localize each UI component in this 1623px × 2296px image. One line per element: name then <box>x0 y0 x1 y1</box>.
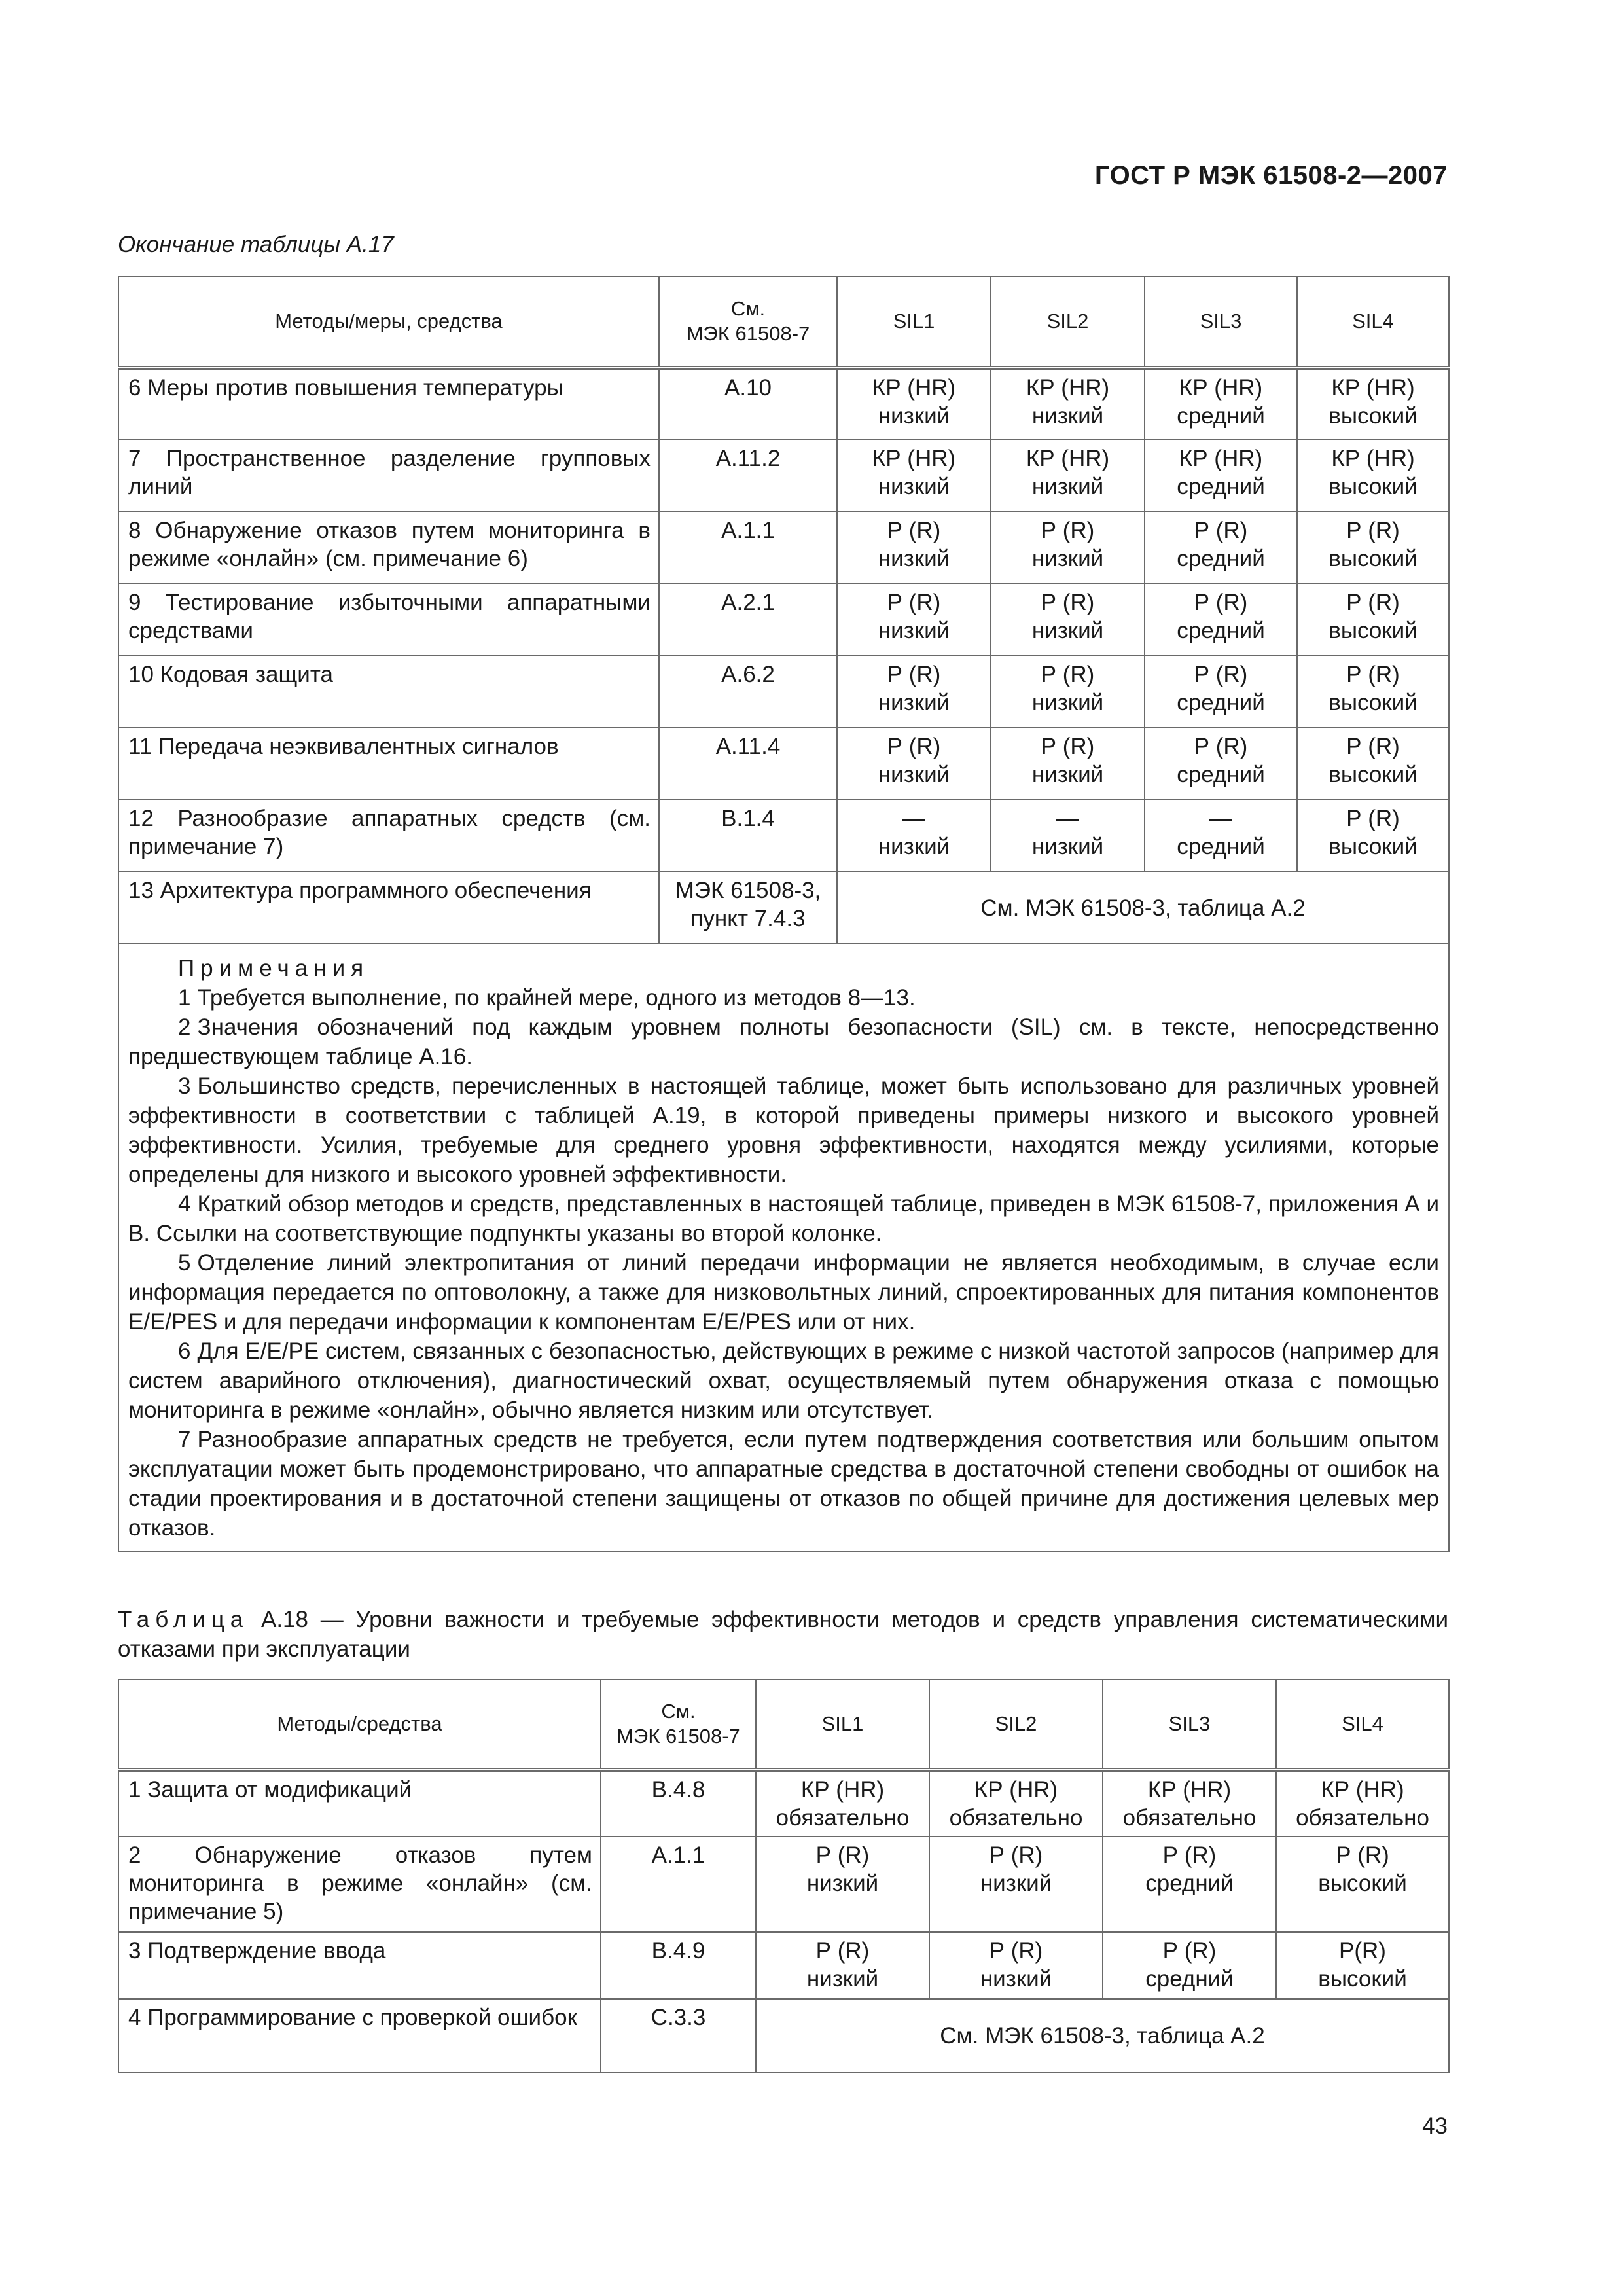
reference-cell: В.4.9 <box>601 1932 756 1999</box>
recommendation-code: Р (R) <box>1041 734 1095 759</box>
note-item <box>128 1248 1439 1336</box>
reference-cell: А.10 <box>659 368 837 440</box>
sil3-cell <box>1145 584 1297 656</box>
table-a18-caption-word: Таблица <box>118 1607 249 1632</box>
recommendation-code: Р (R) <box>1041 518 1095 543</box>
effectiveness-level: высокий <box>1329 618 1418 643</box>
effectiveness-level: обязательно <box>1296 1805 1429 1831</box>
recommendation-code: Р (R) <box>1041 590 1095 615</box>
note-text: Краткий обзор методов и средств, представленных в настоящей таблице, приведен в МЭК 61508-7, приложения А и В. Ссылки на соответствующие подпункты указаны во второй колонке. <box>128 1191 1439 1246</box>
page-number: 43 <box>1422 2113 1448 2139</box>
method-cell: 13 Архитектура программного обеспечения <box>118 872 659 944</box>
method-cell: 8 Обнаружение отказов путем мониторинга в режиме «онлайн» (см. примечание 6) <box>118 512 659 584</box>
header-sil2: SIL2 <box>991 276 1145 368</box>
header-row <box>118 1679 1449 1770</box>
sil1-cell <box>837 584 991 656</box>
recommendation-code: КР (HR) <box>1331 446 1415 471</box>
effectiveness-level: низкий <box>806 1966 879 1992</box>
reference-cell: А.11.2 <box>659 440 837 512</box>
reference-line2: пункт 7.4.3 <box>690 906 806 931</box>
effectiveness-level: обязательно <box>1122 1805 1257 1831</box>
method-cell: 9 Тестирование избыточными аппаратными средствами <box>118 584 659 656</box>
header-reference <box>601 1679 756 1770</box>
table-a18-caption <box>118 1605 1448 1664</box>
sil2-cell <box>991 368 1145 440</box>
recommendation-code: Р (R) <box>1194 734 1248 759</box>
recommendation-code: КР (HR) <box>872 446 956 471</box>
sil3-cell <box>1103 1837 1276 1932</box>
effectiveness-level: средний <box>1177 690 1265 715</box>
method-cell: 6 Меры против повышения температуры <box>118 368 659 440</box>
effectiveness-level: средний <box>1177 618 1265 643</box>
sil3-cell <box>1145 440 1297 512</box>
recommendation-code: — <box>1056 806 1079 831</box>
recommendation-code: Р (R) <box>887 590 941 615</box>
effectiveness-level: средний <box>1145 1966 1234 1992</box>
effectiveness-level: низкий <box>806 1871 879 1896</box>
sil1-cell <box>756 1837 929 1932</box>
method-cell: 11 Передача неэквивалентных сигналов <box>118 728 659 800</box>
recommendation-code: КР (HR) <box>1026 446 1110 471</box>
sil4-cell <box>1297 440 1449 512</box>
note-number: 6 <box>178 1338 191 1364</box>
method-cell: 12 Разнообразие аппаратных средств (см. примечание 7) <box>118 800 659 872</box>
reference-cell: В.4.8 <box>601 1770 756 1837</box>
effectiveness-level: низкий <box>878 546 950 571</box>
method-cell: 3 Подтверждение ввода <box>118 1932 601 1999</box>
reference-cell: А.11.4 <box>659 728 837 800</box>
notes-row <box>118 944 1449 1551</box>
effectiveness-level: высокий <box>1329 690 1418 715</box>
sil4-cell <box>1297 512 1449 584</box>
recommendation-code: Р (R) <box>887 734 941 759</box>
sil2-cell <box>991 584 1145 656</box>
recommendation-code: КР (HR) <box>974 1777 1058 1803</box>
table-row <box>118 800 1449 872</box>
effectiveness-level: низкий <box>1031 546 1104 571</box>
sil1-cell <box>837 440 991 512</box>
header-reference-line1: См. <box>661 1700 696 1723</box>
table-a18-caption-text: А.18 — Уровни важности и требуемые эффективности методов и средств управления систематическими отказами при эксплуатации <box>118 1607 1448 1662</box>
effectiveness-level: высокий <box>1329 762 1418 787</box>
reference-cell: С.3.3 <box>601 1999 756 2072</box>
header-sil1: SIL1 <box>756 1679 929 1770</box>
effectiveness-level: низкий <box>1031 403 1104 429</box>
note-item <box>128 1013 1439 1071</box>
notes-list <box>128 983 1439 1543</box>
sil1-cell <box>756 1770 929 1837</box>
effectiveness-level: высокий <box>1329 546 1418 571</box>
reference-cell: А.2.1 <box>659 584 837 656</box>
note-number: 1 <box>178 985 191 1011</box>
note-number: 4 <box>178 1191 191 1217</box>
sil4-cell <box>1276 1770 1449 1837</box>
recommendation-code: — <box>1209 806 1232 831</box>
recommendation-code: КР (HR) <box>1179 446 1263 471</box>
recommendation-code: Р (R) <box>815 1842 870 1868</box>
sil2-cell <box>991 512 1145 584</box>
effectiveness-level: низкий <box>878 690 950 715</box>
sil2-cell <box>991 656 1145 728</box>
recommendation-code: Р (R) <box>887 662 941 687</box>
recommendation-code: КР (HR) <box>800 1777 885 1803</box>
note-text: Отделение линий электропитания от линий передачи информации не является необходимым, в случае если информация передается по оптоволокну, а также для низковольтных линий, спроектированных для питания компонентов E/E/PES и для передачи информации к компонентам E/E/PES или от них. <box>128 1250 1439 1335</box>
recommendation-code: Р (R) <box>989 1842 1043 1868</box>
recommendation-code: Р (R) <box>1194 518 1248 543</box>
table-a17 <box>118 276 1450 1552</box>
note-item <box>128 1189 1439 1248</box>
recommendation-code: КР (HR) <box>872 375 956 401</box>
sil1-cell <box>837 728 991 800</box>
recommendation-code: Р (R) <box>1194 590 1248 615</box>
sil2-cell <box>929 1770 1103 1837</box>
recommendation-code: Р (R) <box>887 518 941 543</box>
recommendation-code: КР (HR) <box>1026 375 1110 401</box>
effectiveness-level: обязательно <box>949 1805 1083 1831</box>
reference-cell: В.1.4 <box>659 800 837 872</box>
table-a18 <box>118 1679 1450 2073</box>
header-sil3: SIL3 <box>1145 276 1297 368</box>
method-cell: 1 Защита от модификаций <box>118 1770 601 1837</box>
header-row <box>118 276 1449 368</box>
method-cell: 7 Пространственное разделение групповых линий <box>118 440 659 512</box>
table-row <box>118 368 1449 440</box>
sil3-cell <box>1145 728 1297 800</box>
reference-cell: А.6.2 <box>659 656 837 728</box>
recommendation-code: Р (R) <box>1336 1842 1389 1868</box>
effectiveness-level: средний <box>1145 1871 1234 1896</box>
method-cell: 4 Программирование с проверкой ошибок <box>118 1999 601 2072</box>
effectiveness-level: высокий <box>1318 1966 1407 1992</box>
recommendation-code: Р (R) <box>1162 1842 1217 1868</box>
sil1-cell <box>837 368 991 440</box>
header-sil4: SIL4 <box>1297 276 1449 368</box>
effectiveness-level: низкий <box>878 834 950 859</box>
table-row <box>118 584 1449 656</box>
sil4-cell <box>1297 584 1449 656</box>
recommendation-code: Р (R) <box>1346 734 1400 759</box>
sil4-cell <box>1297 728 1449 800</box>
sil1-cell <box>837 656 991 728</box>
effectiveness-level: низкий <box>878 403 950 429</box>
reference-cell: А.1.1 <box>659 512 837 584</box>
recommendation-code: Р (R) <box>1346 590 1400 615</box>
sil4-cell <box>1297 368 1449 440</box>
recommendation-code: Р (R) <box>1162 1938 1217 1964</box>
recommendation-code: Р (R) <box>1346 806 1400 831</box>
notes-cell <box>118 944 1449 1551</box>
header-sil1: SIL1 <box>837 276 991 368</box>
table-row <box>118 872 1449 944</box>
effectiveness-level: высокий <box>1318 1871 1407 1896</box>
header-method: Методы/меры, средства <box>118 276 659 368</box>
recommendation-code: Р (R) <box>1194 662 1248 687</box>
effectiveness-level: низкий <box>1031 618 1104 643</box>
reference-cell <box>659 872 837 944</box>
sil1-cell <box>837 512 991 584</box>
recommendation-code: Р (R) <box>1346 518 1400 543</box>
note-item <box>128 1425 1439 1543</box>
table-row <box>118 1770 1449 1837</box>
effectiveness-level: средний <box>1177 834 1265 859</box>
sil2-cell <box>991 728 1145 800</box>
recommendation-code: Р (R) <box>989 1938 1043 1964</box>
sil3-cell <box>1103 1770 1276 1837</box>
sil1-cell <box>756 1932 929 1999</box>
effectiveness-level: низкий <box>878 762 950 787</box>
table-row <box>118 728 1449 800</box>
effectiveness-level: низкий <box>1031 834 1104 859</box>
table-row <box>118 656 1449 728</box>
effectiveness-level: средний <box>1177 403 1265 429</box>
sil4-cell <box>1276 1837 1449 1932</box>
standard-designation: ГОСТ Р МЭК 61508-2—2007 <box>1094 161 1448 190</box>
effectiveness-level: обязательно <box>776 1805 910 1831</box>
note-text: Требуется выполнение, по крайней мере, одного из методов 8—13. <box>197 985 916 1011</box>
note-text: Большинство средств, перечисленных в настоящей таблице, может быть использовано для различных уровней эффективности в соответствии с таблицей А.19, в которой приведены примеры низкого и высокого уровней эффективности. Усилия, требуемые для среднего уровня эффективности, находятся между усилиями, которые определены для низкого и высокого уровней эффективности. <box>128 1073 1439 1187</box>
header-reference-line1: См. <box>730 297 766 320</box>
sil2-cell <box>991 440 1145 512</box>
recommendation-code: Р(R) <box>1339 1938 1386 1964</box>
table-row <box>118 440 1449 512</box>
header-sil3: SIL3 <box>1103 1679 1276 1770</box>
note-item <box>128 1071 1439 1189</box>
notes-title: Примечания <box>178 956 370 981</box>
effectiveness-level: низкий <box>980 1871 1052 1896</box>
recommendation-code: КР (HR) <box>1179 375 1263 401</box>
note-item <box>128 1336 1439 1425</box>
effectiveness-level: средний <box>1177 762 1265 787</box>
note-number: 7 <box>178 1427 191 1452</box>
sil3-cell <box>1145 656 1297 728</box>
note-text: Значения обозначений под каждым уровнем полноты безопасности (SIL) см. в тексте, непосредственно предшествующем таблице А.16. <box>128 1014 1439 1069</box>
recommendation-code: Р (R) <box>1041 662 1095 687</box>
effectiveness-level: низкий <box>980 1966 1052 1992</box>
recommendation-code: Р (R) <box>815 1938 870 1964</box>
recommendation-code: КР (HR) <box>1321 1777 1404 1803</box>
reference-line1: МЭК 61508-3, <box>675 878 821 903</box>
sil2-cell <box>991 800 1145 872</box>
sil2-cell <box>929 1837 1103 1932</box>
effectiveness-level: низкий <box>1031 474 1104 499</box>
header-reference-line2: МЭК 61508-7 <box>686 322 810 345</box>
header-method: Методы/средства <box>118 1679 601 1770</box>
effectiveness-level: низкий <box>878 474 950 499</box>
sil3-cell <box>1145 512 1297 584</box>
note-number: 5 <box>178 1250 191 1276</box>
spanning-reference-cell: См. МЭК 61508-3, таблица А.2 <box>756 1999 1449 2072</box>
method-cell: 10 Кодовая защита <box>118 656 659 728</box>
recommendation-code: КР (HR) <box>1331 375 1415 401</box>
sil1-cell <box>837 800 991 872</box>
spanning-reference-cell: См. МЭК 61508-3, таблица А.2 <box>837 872 1449 944</box>
table-row <box>118 1932 1449 1999</box>
note-item <box>128 983 1439 1013</box>
header-sil2: SIL2 <box>929 1679 1103 1770</box>
reference-cell: А.1.1 <box>601 1837 756 1932</box>
effectiveness-level: высокий <box>1329 403 1418 429</box>
sil4-cell <box>1276 1932 1449 1999</box>
recommendation-code: КР (HR) <box>1147 1777 1232 1803</box>
note-number: 3 <box>178 1073 191 1099</box>
header-sil4: SIL4 <box>1276 1679 1449 1770</box>
effectiveness-level: средний <box>1177 546 1265 571</box>
sil3-cell <box>1145 368 1297 440</box>
effectiveness-level: низкий <box>1031 762 1104 787</box>
sil3-cell <box>1103 1932 1276 1999</box>
sil2-cell <box>929 1932 1103 1999</box>
table-row <box>118 1999 1449 2072</box>
sil4-cell <box>1297 656 1449 728</box>
effectiveness-level: высокий <box>1329 474 1418 499</box>
header-reference <box>659 276 837 368</box>
effectiveness-level: низкий <box>1031 690 1104 715</box>
sil3-cell <box>1145 800 1297 872</box>
method-cell: 2 Обнаружение отказов путем мониторинга в режиме «онлайн» (см. примечание 5) <box>118 1837 601 1932</box>
effectiveness-level: низкий <box>878 618 950 643</box>
effectiveness-level: высокий <box>1329 834 1418 859</box>
table-continuation-caption: Окончание таблицы А.17 <box>118 232 394 257</box>
table-row <box>118 512 1449 584</box>
header-reference-line2: МЭК 61508-7 <box>616 1725 740 1748</box>
sil4-cell <box>1297 800 1449 872</box>
recommendation-code: Р (R) <box>1346 662 1400 687</box>
table-row <box>118 1837 1449 1932</box>
effectiveness-level: средний <box>1177 474 1265 499</box>
note-text: Для E/E/PE систем, связанных с безопасностью, действующих в режиме с низкой частотой запросов (например для систем аварийного отключения), диагностический охват, осуществляемый путем обнаружения отказа с помощью мониторинга в режиме «онлайн», обычно является низким или отсутствует. <box>128 1338 1439 1423</box>
note-text: Разнообразие аппаратных средств не требуется, если путем подтверждения соответствия или большим опытом эксплуатации может быть продемонстрировано, что аппаратные средства в достаточной степени свободны от ошибок на стадии проектирования и в достаточной степени защищены от отказов по общей причине для достижения целевых мер отказов. <box>128 1427 1439 1541</box>
recommendation-code: — <box>902 806 925 831</box>
note-number: 2 <box>178 1014 191 1040</box>
